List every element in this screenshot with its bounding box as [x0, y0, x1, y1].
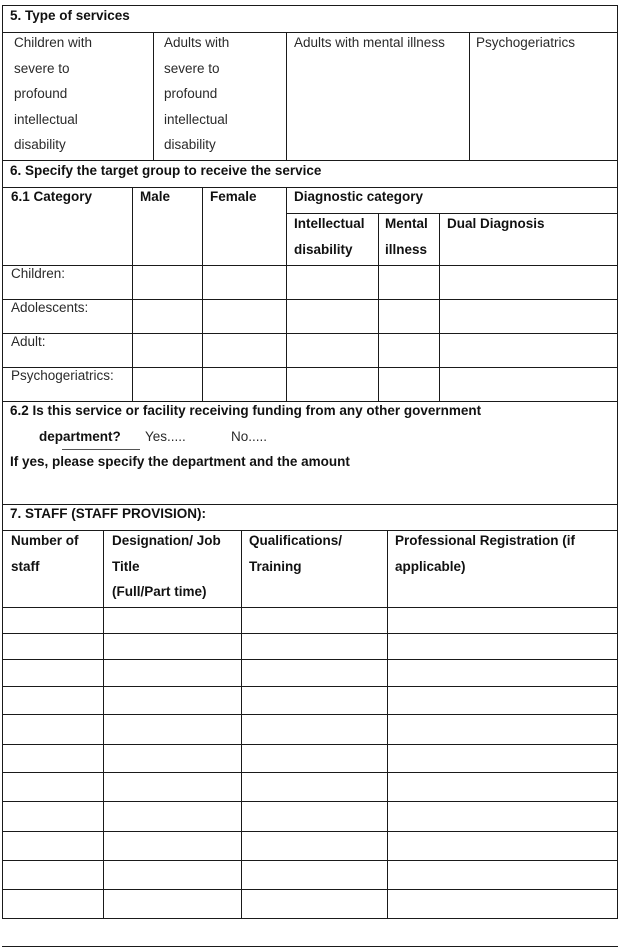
section-6-title: 6. Specify the target group to receive the service [10, 163, 322, 178]
rule [286, 32, 287, 160]
table-row[interactable] [2, 686, 618, 687]
table-row[interactable] [2, 831, 618, 832]
rule [2, 299, 618, 300]
rule [202, 187, 203, 401]
funding-yes-option[interactable]: Yes..... [145, 429, 186, 444]
table-row[interactable] [2, 860, 618, 861]
female-header: Female [210, 189, 257, 204]
row-label-adult: Adult: [11, 334, 46, 349]
category-header: 6.1 Category [11, 189, 93, 204]
table-row[interactable] [2, 744, 618, 745]
rule [439, 213, 440, 401]
rule [153, 32, 154, 160]
table-row[interactable] [2, 918, 618, 919]
professional-registration-header: Professional Registration (if applicable) [395, 533, 576, 574]
table-row[interactable] [2, 772, 618, 773]
service-children-option: Children with severe to profound intellectual disability [14, 35, 93, 152]
funding-specify-instruction: If yes, please specify the department and the amount [10, 454, 350, 469]
intellectual-disability-header: Intellectual disability [294, 216, 365, 257]
rule [617, 504, 618, 919]
service-adults-mental-illness-option: Adults with mental illness [294, 35, 445, 50]
rule [617, 5, 618, 160]
funding-question: 6.2 Is this service or facility receiving funding from any other government [10, 403, 482, 418]
funding-question-cont: department? [39, 429, 121, 444]
rule [2, 265, 618, 266]
rule [378, 213, 379, 401]
rule [2, 5, 3, 160]
rule [617, 401, 618, 505]
male-header: Male [140, 189, 171, 204]
dual-diagnosis-header: Dual Diagnosis [447, 216, 545, 231]
row-label-children: Children: [11, 266, 66, 281]
rule [2, 160, 3, 402]
rule [617, 160, 618, 402]
designation-header: Designation/ Job Title (Full/Part time) [112, 533, 221, 599]
funding-no-option[interactable]: No..... [231, 429, 268, 444]
table-row[interactable] [2, 801, 618, 802]
mental-illness-header: Mental illness [385, 216, 428, 257]
row-label-psychogeriatrics: Psychogeriatrics: [11, 368, 114, 383]
service-adults-intellectual-option: Adults with severe to profound intellectual disability [164, 35, 230, 152]
section-5-title: 5. Type of services [10, 8, 130, 23]
diagnostic-category-header: Diagnostic category [294, 189, 424, 204]
rule [2, 333, 618, 334]
table-row[interactable] [2, 889, 618, 890]
rule [2, 401, 3, 505]
rule [286, 187, 287, 401]
table-row[interactable] [2, 659, 618, 660]
service-psychogeriatrics-option: Psychogeriatrics [476, 35, 576, 50]
rule [132, 187, 133, 401]
table-row [2, 946, 618, 947]
section-7-title: 7. STAFF (STAFF PROVISION): [10, 506, 206, 521]
table-row[interactable] [2, 714, 618, 715]
table-row[interactable] [2, 633, 618, 634]
staff-number-header: Number of staff [11, 533, 79, 574]
qualifications-header: Qualifications/ Training [249, 533, 343, 574]
table-row[interactable] [2, 607, 618, 608]
rule [469, 32, 470, 160]
row-label-adolescents: Adolescents: [11, 300, 89, 315]
rule [2, 504, 3, 919]
